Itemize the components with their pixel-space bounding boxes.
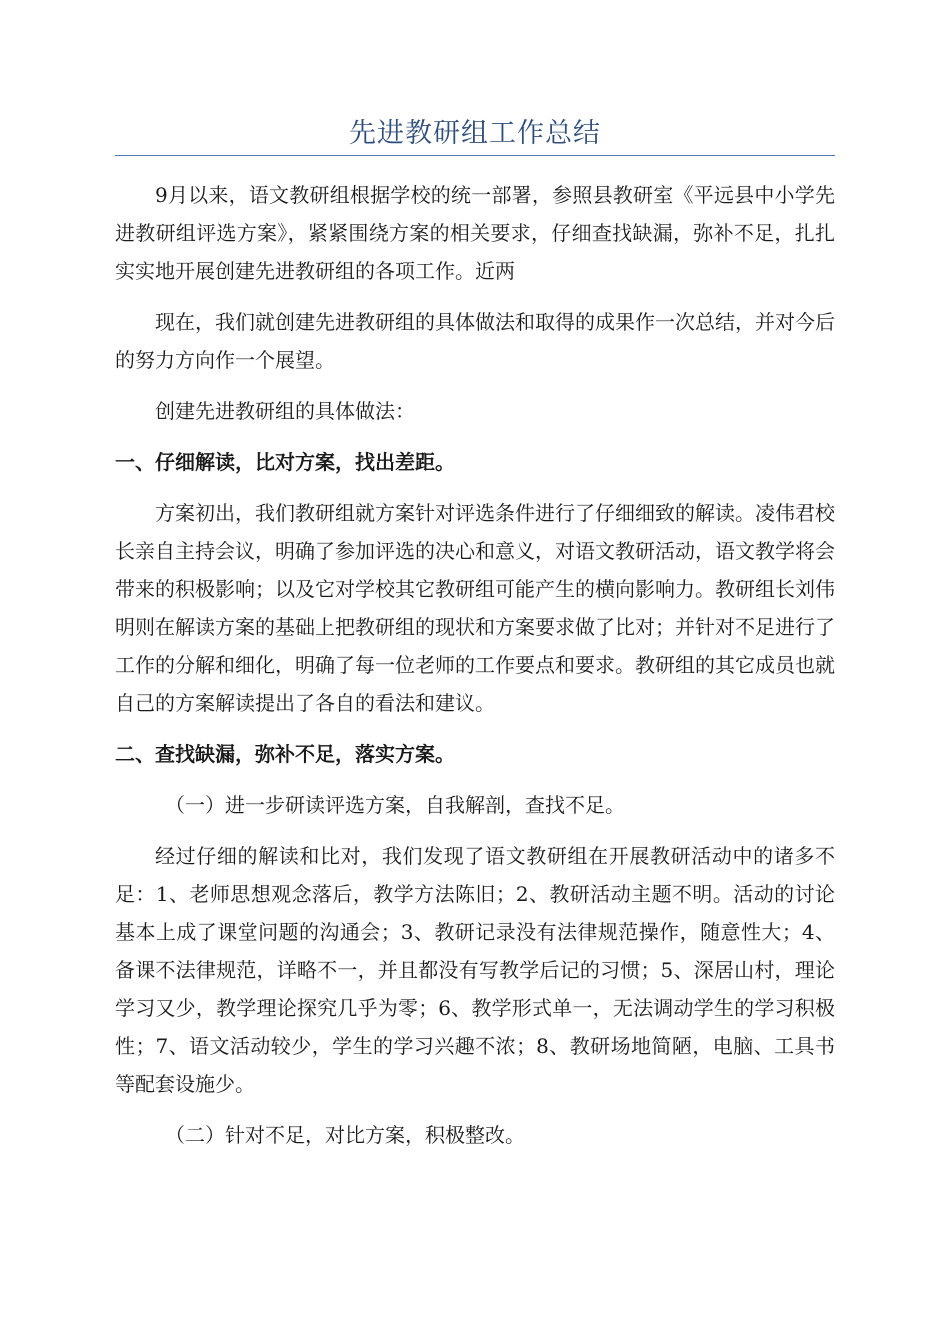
document-title: 先进教研组工作总结 <box>349 118 601 149</box>
title-underline <box>115 155 835 156</box>
subsection-heading-1: （一）进一步研读评选方案，自我解剖，查找不足。 <box>165 793 625 817</box>
deficiencies-paragraph: 经过仔细的解读和比对，我们发现了语文教研组在开展教研活动中的诸多不足：1、老师思想观念落后，教学方法陈旧；2、教研活动主题不明。活动的讨论基本上成了课堂问题的沟通会；3、教研记录没有法律规范操作，随意性大；4、备课不法律规范，详略不一，并且都没有写教学后记的习惯；5、深居山村，理论学习又少，教学理论探究几乎为零；6、教学形式单一，无法调动学生的学习积极性；7、语文活动较少，学生的学习兴趣不浓；8、教研场地简陋，电脑、工具书等配套设施少。 <box>115 844 835 1096</box>
section-heading-1: 一、仔细解读，比对方案，找出差距。 <box>115 450 455 474</box>
methods-intro-paragraph: 创建先进教研组的具体做法： <box>155 399 415 423</box>
summary-paragraph: 现在，我们就创建先进教研组的具体做法和取得的成果作一次总结，并对今后的努力方向作一个展望。 <box>115 310 835 372</box>
document-body <box>115 176 835 1167</box>
section-1-paragraph: 方案初出，我们教研组就方案针对评选条件进行了仔细细致的解读。凌伟君校长亲自主持会议，明确了参加评选的决心和意义，对语文教研活动，语文教学将会带来的积极影响；以及它对学校其它教研组可能产生的横向影响力。教研组长刘伟明则在解读方案的基础上把教研组的现状和方案要求做了比对；并针对不足进行了工作的分解和细化，明确了每一位老师的工作要点和要求。教研组的其它成员也就自己的方案解读提出了各自的看法和建议。 <box>115 501 835 715</box>
intro-paragraph: 9月以来，语文教研组根据学校的统一部署，参照县教研室《平远县中小学先进教研组评选方案》，紧紧围绕方案的相关要求，仔细查找缺漏，弥补不足，扎扎实实地开展创建先进教研组的各项工作。近两 <box>115 183 835 283</box>
subsection-heading-2: （二）针对不足，对比方案，积极整改。 <box>165 1123 525 1147</box>
section-heading-2: 二、查找缺漏，弥补不足，落实方案。 <box>115 742 455 766</box>
